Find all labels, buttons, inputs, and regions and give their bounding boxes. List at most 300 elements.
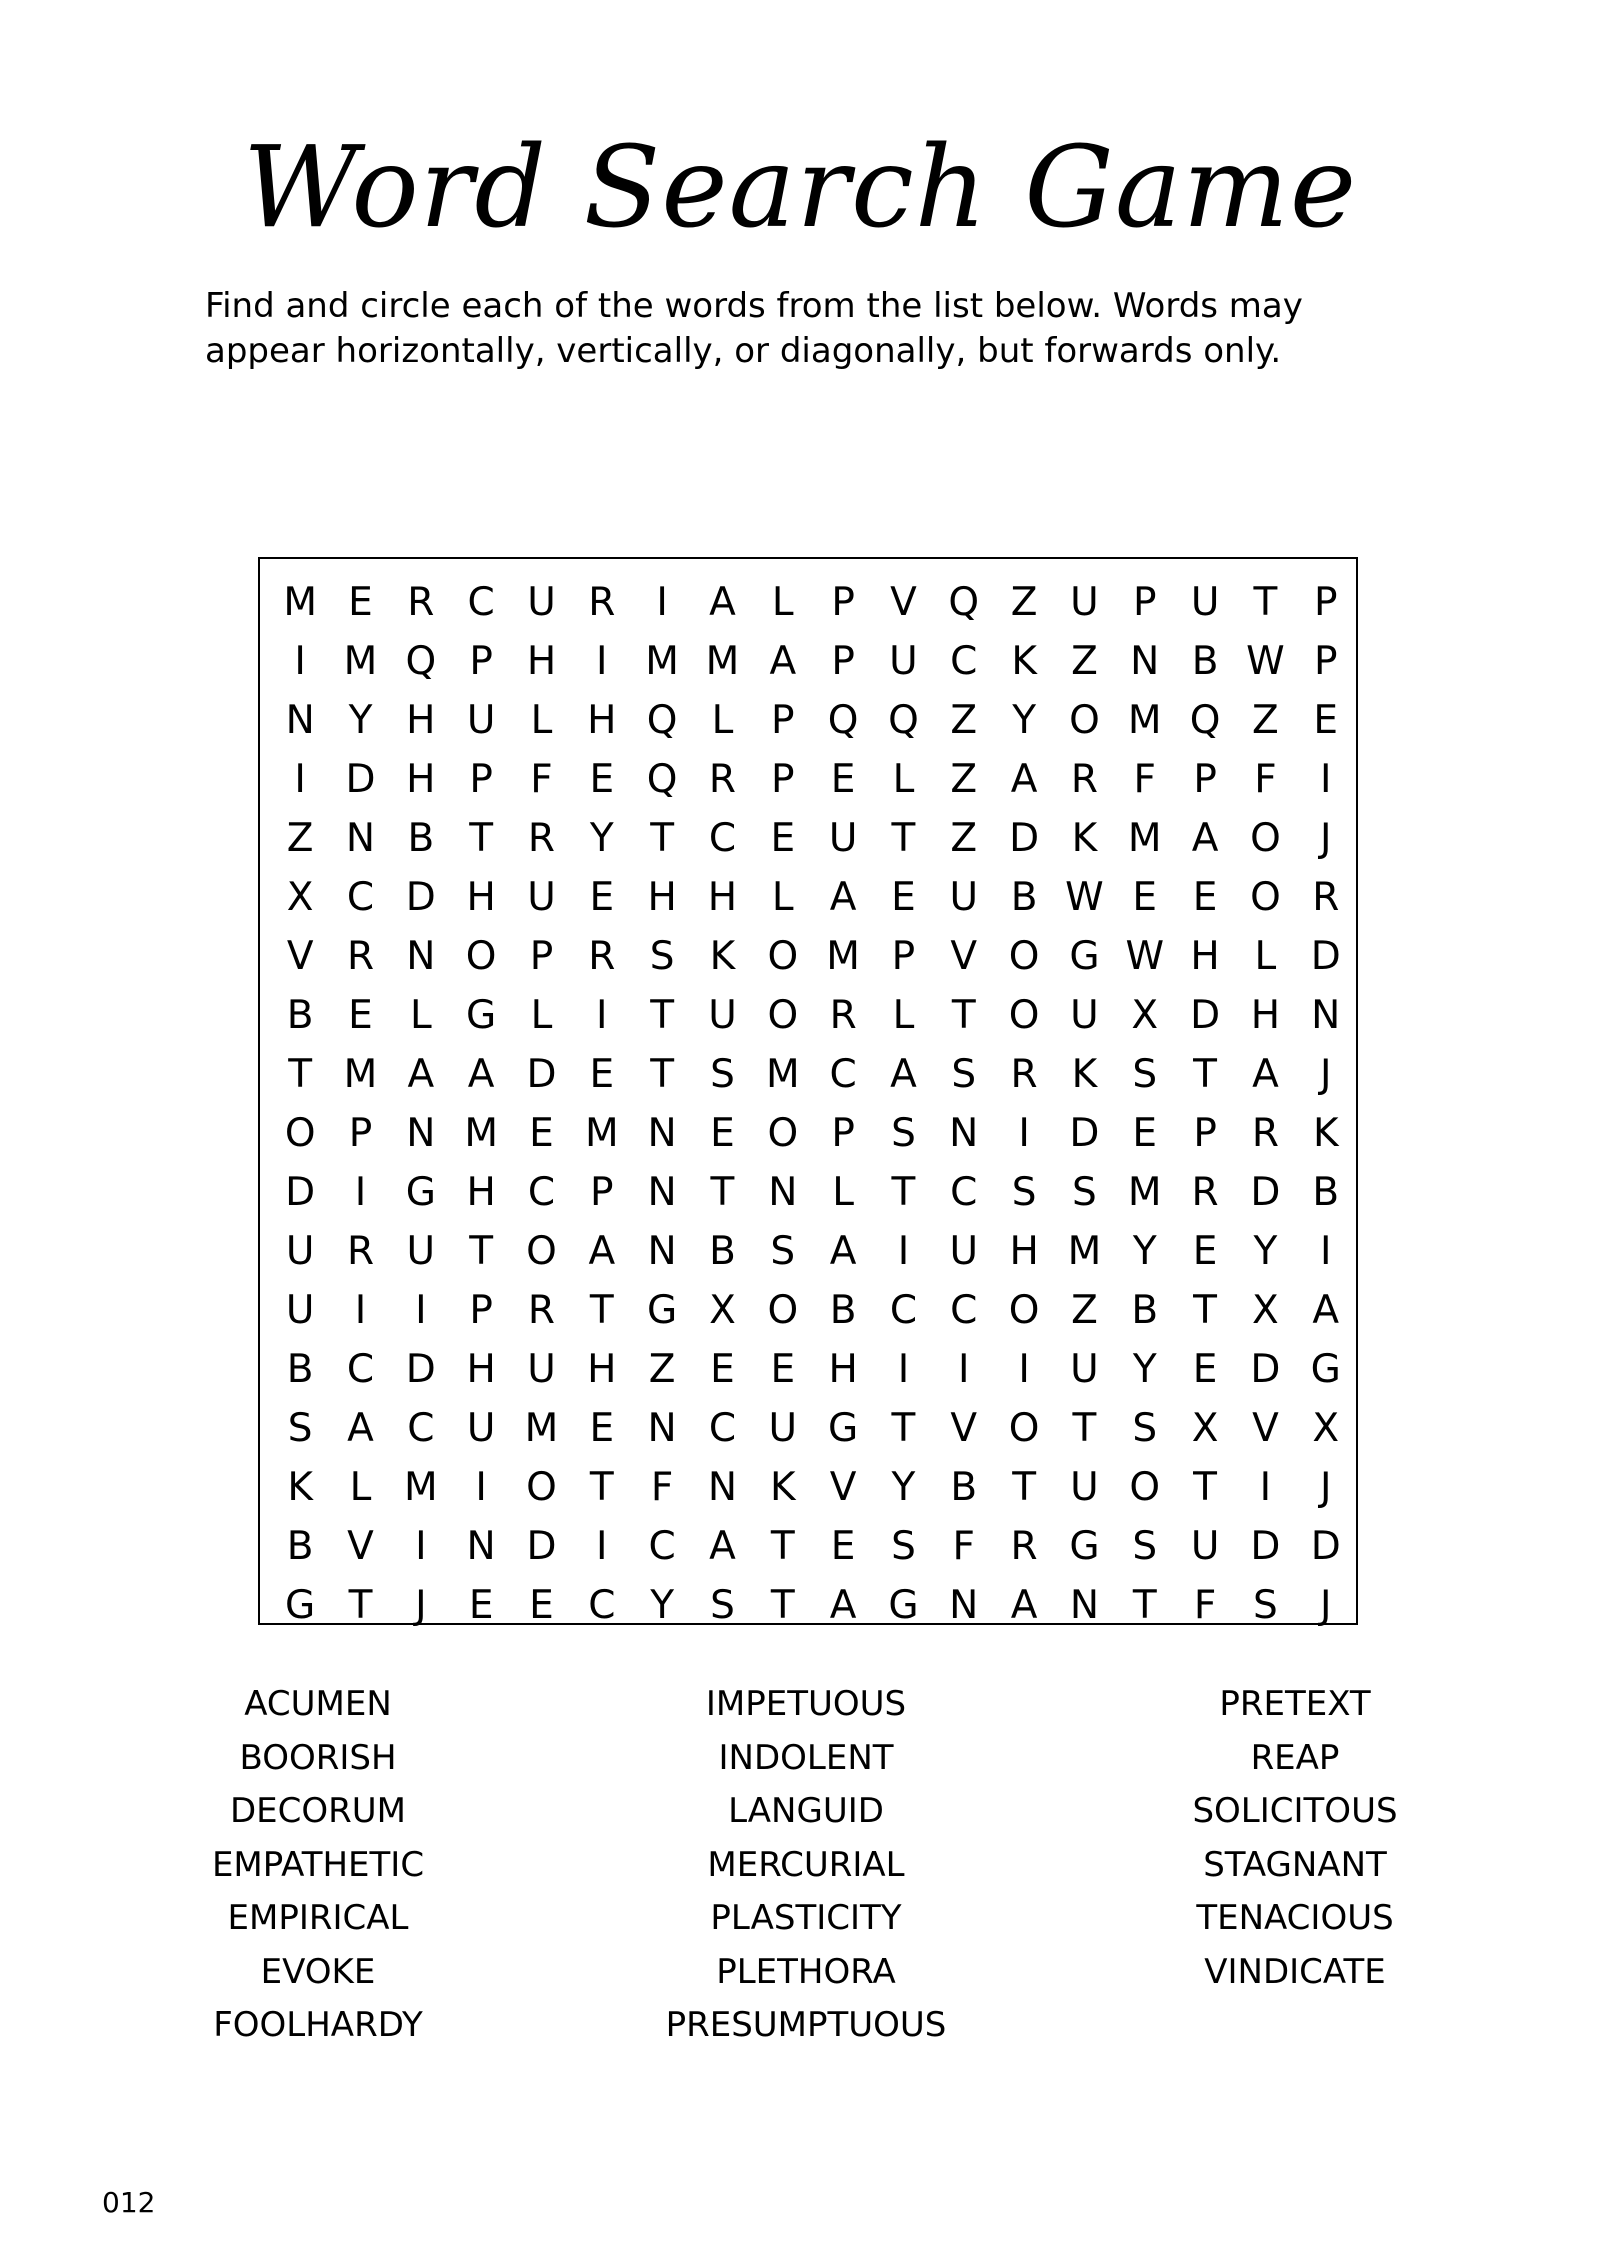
grid-letter[interactable]: S (649, 934, 675, 979)
grid-letter[interactable]: B (829, 1288, 857, 1333)
grid-letter[interactable]: T (1012, 1465, 1037, 1510)
grid-letter[interactable]: U (466, 1406, 496, 1451)
grid-letter[interactable]: S (891, 1524, 916, 1569)
grid-letter[interactable]: D (526, 1052, 557, 1097)
grid-letter[interactable]: N (406, 1111, 436, 1156)
grid-letter[interactable]: B (1191, 639, 1219, 684)
grid-letter[interactable]: S (1132, 1524, 1158, 1569)
grid-letter[interactable]: V (1252, 1406, 1279, 1451)
grid-letter[interactable]: M (403, 1465, 438, 1510)
grid-letter[interactable]: R (1070, 757, 1098, 802)
grid-letter[interactable]: U (949, 875, 979, 920)
grid-letter[interactable]: W (1246, 639, 1285, 684)
grid-letter[interactable]: I (415, 1524, 427, 1569)
grid-letter[interactable]: S (1253, 1583, 1278, 1628)
grid-letter[interactable]: U (285, 1288, 315, 1333)
grid-letter[interactable]: O (1250, 875, 1281, 920)
grid-letter[interactable]: U (406, 1229, 436, 1274)
grid-letter[interactable]: O (465, 934, 497, 979)
grid-letter[interactable]: O (526, 1229, 557, 1274)
grid-letter[interactable]: C (950, 639, 978, 684)
grid-letter[interactable]: N (949, 1583, 979, 1628)
grid-letter[interactable]: Q (646, 757, 678, 802)
grid-letter[interactable]: I (294, 639, 306, 684)
grid-letter[interactable]: B (286, 993, 314, 1038)
grid-letter[interactable]: M (464, 1111, 498, 1156)
grid-letter[interactable]: M (1127, 816, 1162, 861)
grid-letter[interactable]: L (409, 993, 432, 1038)
grid-letter[interactable]: I (1018, 1347, 1030, 1392)
grid-letter[interactable]: T (1193, 1052, 1217, 1097)
grid-letter[interactable]: P (469, 639, 493, 684)
grid-letter[interactable]: G (888, 1583, 919, 1628)
grid-letter[interactable]: J (1319, 1583, 1332, 1628)
grid-letter[interactable]: B (709, 1229, 736, 1274)
grid-letter[interactable]: X (709, 1288, 736, 1333)
grid-letter[interactable]: Q (1189, 698, 1221, 743)
grid-letter[interactable]: T (650, 993, 675, 1038)
grid-letter[interactable]: B (950, 1465, 978, 1510)
grid-letter[interactable]: G (285, 1583, 316, 1628)
grid-letter[interactable]: I (1319, 757, 1332, 802)
grid-letter[interactable]: Z (950, 698, 978, 743)
grid-letter[interactable]: R (346, 934, 375, 979)
grid-letter[interactable]: U (285, 1229, 315, 1274)
grid-letter[interactable]: M (1067, 1229, 1102, 1274)
grid-letter[interactable]: S (770, 1229, 796, 1274)
grid-letter[interactable]: O (1129, 1465, 1161, 1510)
grid-letter[interactable]: S (1132, 1406, 1158, 1451)
grid-letter[interactable]: P (469, 1288, 493, 1333)
grid-letter[interactable]: U (1070, 1347, 1099, 1392)
grid-letter[interactable]: U (527, 580, 556, 625)
grid-letter[interactable]: O (284, 1111, 316, 1156)
grid-letter[interactable]: U (1070, 993, 1099, 1038)
grid-letter[interactable]: F (1193, 1583, 1217, 1628)
grid-letter[interactable]: I (294, 757, 306, 802)
grid-letter[interactable]: A (347, 1406, 374, 1451)
grid-letter[interactable]: U (768, 1406, 798, 1451)
grid-letter[interactable]: P (771, 757, 795, 802)
grid-letter[interactable]: I (958, 1347, 970, 1392)
grid-letter[interactable]: P (590, 1170, 614, 1215)
grid-letter[interactable]: H (526, 639, 557, 684)
grid-letter[interactable]: G (1069, 1524, 1100, 1569)
grid-letter[interactable]: Z (1010, 580, 1038, 625)
grid-letter[interactable]: K (770, 1465, 796, 1510)
grid-letter[interactable]: A (829, 875, 857, 920)
grid-letter[interactable]: V (286, 934, 314, 979)
grid-letter[interactable]: T (650, 1052, 675, 1097)
grid-letter[interactable]: X (1252, 1288, 1279, 1333)
grid-letter[interactable]: B (1312, 1170, 1340, 1215)
grid-letter[interactable]: E (710, 1111, 735, 1156)
grid-letter[interactable]: J (415, 1583, 427, 1628)
grid-letter[interactable]: D (1250, 1524, 1281, 1569)
grid-letter[interactable]: H (647, 875, 677, 920)
grid-letter[interactable]: P (1193, 1111, 1217, 1156)
grid-letter[interactable]: N (406, 934, 436, 979)
grid-letter[interactable]: E (1132, 875, 1158, 920)
grid-letter[interactable]: N (345, 816, 376, 861)
grid-letter[interactable]: A (829, 1229, 857, 1274)
grid-letter[interactable]: L (711, 698, 734, 743)
grid-letter[interactable]: A (1010, 757, 1038, 802)
grid-letter[interactable]: K (1312, 1111, 1339, 1156)
grid-letter[interactable]: S (710, 1052, 735, 1097)
grid-letter[interactable]: U (1190, 1524, 1220, 1569)
grid-letter[interactable]: R (527, 816, 556, 861)
grid-letter[interactable]: P (1313, 639, 1338, 684)
grid-letter[interactable]: U (708, 993, 737, 1038)
grid-letter[interactable]: N (1069, 1583, 1100, 1628)
grid-letter[interactable]: U (527, 1347, 556, 1392)
grid-letter[interactable]: Q (827, 698, 859, 743)
grid-letter[interactable]: F (1133, 757, 1156, 802)
grid-letter[interactable]: E (589, 1052, 615, 1097)
grid-letter[interactable]: D (526, 1524, 557, 1569)
grid-letter[interactable]: T (770, 1583, 795, 1628)
grid-letter[interactable]: A (890, 1052, 917, 1097)
grid-letter[interactable]: T (770, 1524, 795, 1569)
grid-letter[interactable]: Y (1132, 1347, 1157, 1392)
grid-letter[interactable]: G (466, 993, 497, 1038)
grid-letter[interactable]: X (1191, 1406, 1219, 1451)
grid-letter[interactable]: B (1010, 875, 1038, 920)
grid-letter[interactable]: P (831, 1111, 855, 1156)
grid-letter[interactable]: E (529, 1583, 554, 1628)
grid-letter[interactable]: V (347, 1524, 374, 1569)
grid-letter[interactable]: D (405, 1347, 436, 1392)
grid-letter[interactable]: T (650, 816, 675, 861)
grid-letter[interactable]: R (407, 580, 435, 625)
grid-letter[interactable]: L (832, 1170, 854, 1215)
grid-letter[interactable]: U (1070, 580, 1099, 625)
grid-letter[interactable]: U (889, 639, 918, 684)
grid-letter[interactable]: A (407, 1052, 435, 1097)
grid-letter[interactable]: I (656, 580, 668, 625)
grid-letter[interactable]: F (952, 1524, 975, 1569)
grid-letter[interactable]: O (767, 934, 799, 979)
grid-letter[interactable]: E (468, 1583, 494, 1628)
grid-letter[interactable]: A (769, 639, 797, 684)
grid-letter[interactable]: E (1192, 1229, 1218, 1274)
grid-letter[interactable]: K (1071, 1052, 1098, 1097)
grid-letter[interactable]: I (475, 1465, 487, 1510)
grid-letter[interactable]: L (530, 698, 553, 743)
grid-letter[interactable]: Y (348, 698, 373, 743)
grid-letter[interactable]: O (526, 1465, 557, 1510)
grid-letter[interactable]: R (588, 580, 616, 625)
grid-letter[interactable]: C (708, 1406, 737, 1451)
grid-letter[interactable]: N (647, 1170, 677, 1215)
grid-letter[interactable]: A (467, 1052, 495, 1097)
grid-letter[interactable]: N (707, 1465, 738, 1510)
grid-letter[interactable]: D (285, 1170, 316, 1215)
grid-letter[interactable]: P (348, 1111, 373, 1156)
grid-letter[interactable]: N (466, 1524, 496, 1569)
grid-letter[interactable]: L (771, 875, 794, 920)
grid-letter[interactable]: E (348, 993, 373, 1038)
grid-letter[interactable]: H (1190, 934, 1220, 979)
grid-letter[interactable]: V (950, 934, 978, 979)
grid-letter[interactable]: Q (405, 639, 437, 684)
grid-letter[interactable]: S (287, 1406, 313, 1451)
grid-letter[interactable]: X (286, 875, 314, 920)
grid-letter[interactable]: C (648, 1524, 676, 1569)
grid-letter[interactable]: R (527, 1288, 556, 1333)
grid-letter[interactable]: G (828, 1406, 859, 1451)
grid-letter[interactable]: Z (1071, 639, 1098, 684)
grid-letter[interactable]: P (1313, 580, 1338, 625)
grid-letter[interactable]: L (771, 580, 794, 625)
grid-letter[interactable]: X (1131, 993, 1159, 1038)
grid-letter[interactable]: H (587, 698, 617, 743)
grid-letter[interactable]: C (588, 1583, 616, 1628)
grid-letter[interactable]: C (829, 1052, 857, 1097)
grid-letter[interactable]: K (709, 934, 736, 979)
grid-letter[interactable]: C (346, 1347, 375, 1392)
grid-letter[interactable]: U (828, 816, 858, 861)
grid-letter[interactable]: Z (1252, 698, 1279, 743)
grid-letter[interactable]: T (589, 1288, 614, 1333)
grid-letter[interactable]: I (1018, 1111, 1030, 1156)
grid-letter[interactable]: U (949, 1229, 979, 1274)
grid-letter[interactable]: Y (1132, 1229, 1157, 1274)
grid-letter[interactable]: T (891, 1406, 916, 1451)
grid-letter[interactable]: M (765, 1052, 800, 1097)
grid-letter[interactable]: K (1071, 816, 1098, 861)
grid-letter[interactable]: I (596, 993, 608, 1038)
grid-letter[interactable]: S (710, 1583, 735, 1628)
grid-letter[interactable]: L (349, 1465, 372, 1510)
grid-letter[interactable]: T (469, 816, 494, 861)
grid-letter[interactable]: O (767, 1111, 799, 1156)
grid-letter[interactable]: T (1072, 1406, 1097, 1451)
grid-letter[interactable]: T (891, 1170, 916, 1215)
grid-letter[interactable]: U (1070, 1465, 1099, 1510)
grid-letter[interactable]: T (1193, 1465, 1217, 1510)
grid-letter[interactable]: U (527, 875, 556, 920)
grid-letter[interactable]: M (1127, 698, 1162, 743)
grid-letter[interactable]: R (1251, 1111, 1279, 1156)
grid-letter[interactable]: C (527, 1170, 556, 1215)
grid-letter[interactable]: V (829, 1465, 857, 1510)
grid-letter[interactable]: D (1310, 1524, 1341, 1569)
grid-letter[interactable]: E (589, 875, 615, 920)
grid-letter[interactable]: H (466, 1170, 496, 1215)
grid-letter[interactable]: O (1008, 1288, 1040, 1333)
grid-letter[interactable]: F (1254, 757, 1277, 802)
grid-letter[interactable]: J (1319, 816, 1332, 861)
grid-letter[interactable]: Q (888, 698, 919, 743)
grid-letter[interactable]: Y (589, 816, 614, 861)
grid-letter[interactable]: F (650, 1465, 674, 1510)
grid-letter[interactable]: Q (948, 580, 980, 625)
grid-letter[interactable]: R (1191, 1170, 1219, 1215)
grid-letter[interactable]: N (768, 1170, 798, 1215)
grid-letter[interactable]: S (1011, 1170, 1037, 1215)
grid-letter[interactable]: U (1190, 580, 1220, 625)
grid-letter[interactable]: B (1131, 1288, 1159, 1333)
grid-letter[interactable]: S (1132, 1052, 1158, 1097)
grid-letter[interactable]: T (589, 1465, 614, 1510)
grid-letter[interactable]: H (1250, 993, 1281, 1038)
grid-letter[interactable]: E (1132, 1111, 1158, 1156)
grid-letter[interactable]: M (826, 934, 860, 979)
grid-letter[interactable]: I (1319, 1229, 1332, 1274)
grid-letter[interactable]: R (1010, 1052, 1038, 1097)
grid-letter[interactable]: G (405, 1170, 436, 1215)
grid-letter[interactable]: E (830, 1524, 856, 1569)
grid-letter[interactable]: Z (286, 816, 314, 861)
grid-letter[interactable]: K (1011, 639, 1037, 684)
grid-letter[interactable]: A (829, 1583, 857, 1628)
grid-letter[interactable]: T (1253, 580, 1278, 625)
grid-letter[interactable]: N (285, 698, 315, 743)
grid-letter[interactable]: I (596, 1524, 608, 1569)
grid-letter[interactable]: E (529, 1111, 554, 1156)
grid-letter[interactable]: Z (950, 816, 978, 861)
grid-letter[interactable]: N (647, 1111, 677, 1156)
grid-letter[interactable]: O (1250, 816, 1281, 861)
grid-letter[interactable]: D (1250, 1170, 1281, 1215)
grid-letter[interactable]: P (771, 698, 795, 743)
grid-letter[interactable]: D (1250, 1347, 1281, 1392)
grid-letter[interactable]: C (950, 1170, 978, 1215)
grid-letter[interactable]: D (1009, 816, 1040, 861)
grid-letter[interactable]: E (1192, 875, 1218, 920)
grid-letter[interactable]: Y (1012, 698, 1037, 743)
grid-letter[interactable]: T (891, 816, 916, 861)
grid-letter[interactable]: O (767, 993, 799, 1038)
grid-letter[interactable]: H (707, 875, 738, 920)
grid-letter[interactable]: C (407, 1406, 435, 1451)
grid-letter[interactable]: R (1010, 1524, 1038, 1569)
grid-letter[interactable]: R (708, 757, 737, 802)
grid-letter[interactable]: D (345, 757, 376, 802)
grid-letter[interactable]: L (1254, 934, 1277, 979)
grid-letter[interactable]: P (529, 934, 554, 979)
grid-letter[interactable]: L (892, 993, 915, 1038)
grid-letter[interactable]: Z (1071, 1288, 1098, 1333)
grid-letter[interactable]: Z (950, 757, 978, 802)
grid-letter[interactable]: P (1132, 580, 1157, 625)
grid-letter[interactable]: N (949, 1111, 979, 1156)
grid-letter[interactable]: R (346, 1229, 375, 1274)
grid-letter[interactable]: T (288, 1052, 313, 1097)
grid-letter[interactable]: I (596, 639, 608, 684)
grid-letter[interactable]: N (1130, 639, 1160, 684)
grid-letter[interactable]: T (1132, 1583, 1157, 1628)
grid-letter[interactable]: M (283, 580, 317, 625)
grid-letter[interactable]: V (950, 1406, 978, 1451)
grid-letter[interactable]: C (950, 1288, 978, 1333)
grid-letter[interactable]: J (1319, 1465, 1332, 1510)
grid-letter[interactable]: H (587, 1347, 617, 1392)
grid-letter[interactable]: H (1009, 1229, 1039, 1274)
grid-letter[interactable]: T (469, 1229, 494, 1274)
grid-letter[interactable]: H (466, 875, 496, 920)
grid-letter[interactable]: D (1310, 934, 1341, 979)
grid-letter[interactable]: O (1069, 698, 1100, 743)
grid-letter[interactable]: G (1069, 934, 1100, 979)
grid-letter[interactable]: U (466, 698, 496, 743)
grid-letter[interactable]: C (889, 1288, 918, 1333)
grid-letter[interactable]: I (897, 1229, 910, 1274)
grid-letter[interactable]: R (1312, 875, 1340, 920)
grid-letter[interactable]: C (467, 580, 495, 625)
grid-letter[interactable]: T (1193, 1288, 1217, 1333)
grid-letter[interactable]: T (348, 1583, 373, 1628)
grid-letter[interactable]: E (348, 580, 373, 625)
grid-letter[interactable]: P (469, 757, 493, 802)
grid-letter[interactable]: E (1192, 1347, 1218, 1392)
grid-letter[interactable]: H (466, 1347, 496, 1392)
grid-letter[interactable]: P (831, 580, 855, 625)
grid-letter[interactable]: I (415, 1288, 427, 1333)
grid-letter[interactable]: G (647, 1288, 678, 1333)
grid-letter[interactable]: I (354, 1170, 367, 1215)
grid-letter[interactable]: M (343, 1052, 378, 1097)
grid-letter[interactable]: H (406, 757, 436, 802)
grid-letter[interactable]: A (1312, 1288, 1340, 1333)
grid-letter[interactable]: T (710, 1170, 735, 1215)
grid-letter[interactable]: R (829, 993, 857, 1038)
grid-letter[interactable]: E (830, 757, 856, 802)
grid-letter[interactable]: H (828, 1347, 858, 1392)
grid-letter[interactable]: M (343, 639, 378, 684)
grid-letter[interactable]: P (831, 639, 855, 684)
grid-letter[interactable]: J (1319, 1052, 1332, 1097)
grid-letter[interactable]: E (1313, 698, 1339, 743)
grid-letter[interactable]: F (530, 757, 553, 802)
grid-letter[interactable]: N (1311, 993, 1341, 1038)
grid-letter[interactable]: A (1191, 816, 1219, 861)
grid-letter[interactable]: P (891, 934, 916, 979)
grid-letter[interactable]: E (589, 757, 615, 802)
grid-letter[interactable]: B (286, 1524, 314, 1569)
grid-letter[interactable]: E (589, 1406, 615, 1451)
grid-letter[interactable]: A (709, 1524, 736, 1569)
grid-letter[interactable]: L (530, 993, 553, 1038)
grid-letter[interactable]: N (647, 1406, 677, 1451)
grid-letter[interactable]: Z (648, 1347, 676, 1392)
grid-letter[interactable]: M (524, 1406, 559, 1451)
grid-letter[interactable]: Y (1253, 1229, 1278, 1274)
grid-letter[interactable]: S (951, 1052, 977, 1097)
grid-letter[interactable]: W (1065, 875, 1104, 920)
grid-letter[interactable]: I (354, 1288, 367, 1333)
grid-letter[interactable]: D (405, 875, 436, 920)
grid-letter[interactable]: I (897, 1347, 910, 1392)
grid-letter[interactable]: O (1008, 1406, 1040, 1451)
grid-letter[interactable]: A (588, 1229, 616, 1274)
grid-letter[interactable]: L (892, 757, 915, 802)
grid-letter[interactable]: A (709, 580, 736, 625)
grid-letter[interactable]: M (1127, 1170, 1162, 1215)
grid-letter[interactable]: Y (650, 1583, 675, 1628)
grid-letter[interactable]: S (1072, 1170, 1097, 1215)
grid-letter[interactable]: C (708, 816, 737, 861)
grid-letter[interactable]: R (588, 934, 616, 979)
grid-letter[interactable]: O (1008, 993, 1040, 1038)
grid-letter[interactable]: K (287, 1465, 313, 1510)
grid-letter[interactable]: D (1069, 1111, 1100, 1156)
grid-letter[interactable]: N (647, 1229, 677, 1274)
grid-letter[interactable]: E (770, 1347, 796, 1392)
grid-letter[interactable]: M (584, 1111, 619, 1156)
